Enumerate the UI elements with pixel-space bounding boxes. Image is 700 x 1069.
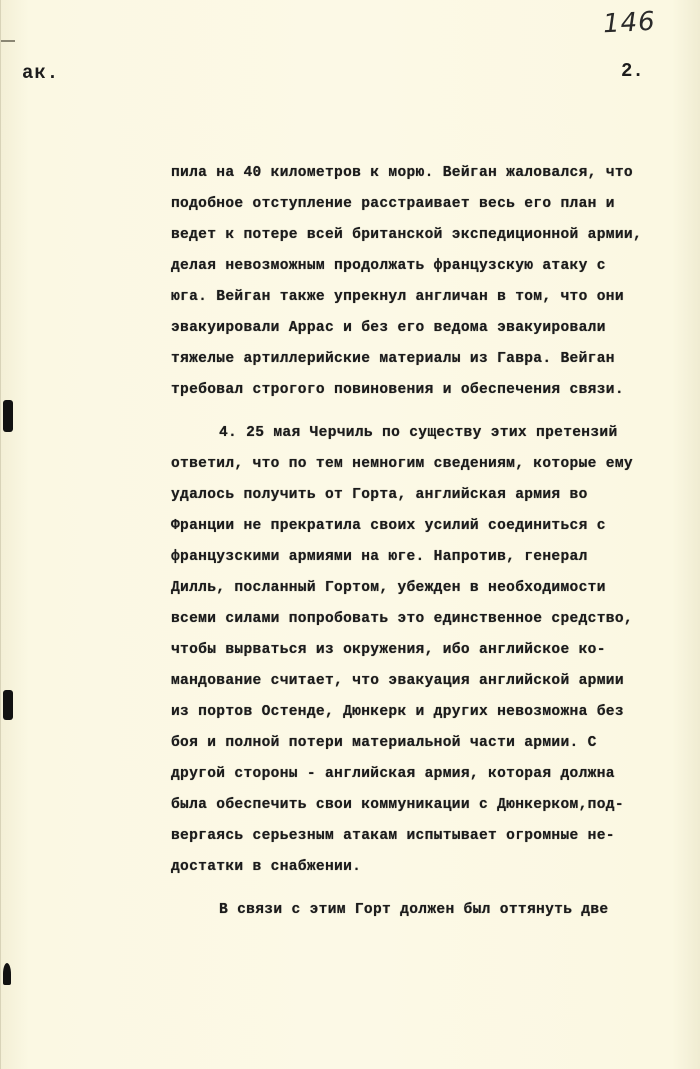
text-line: всеми силами попробовать это единственное средство, [171, 611, 633, 627]
page-number: 2. [621, 60, 644, 82]
text-line: тяжелые артиллерийские материалы из Гавра. Вейган [171, 351, 615, 367]
text-line: Франции не прекратила своих усилий соединиться с [171, 518, 606, 534]
text-line: чтобы вырваться из окружения, ибо английское ко- [171, 642, 606, 658]
margin-ink-mark [3, 400, 13, 432]
folio-number: 146 [602, 6, 657, 40]
text-line: В связи с этим Горт должен был оттянуть две [219, 902, 609, 918]
text-line: была обеспечить свои коммуникации с Дюнкерком,под- [171, 797, 624, 813]
text-line: пила на 40 километров к морю. Вейган жаловался, что [171, 165, 633, 181]
text-line: эвакуировали Аррас и без его ведома эвакуировали [171, 320, 606, 336]
text-line: делая невозможным продолжать французскую атаку с [171, 258, 606, 274]
header-abbreviation: ак. [22, 62, 60, 84]
margin-tick [1, 40, 15, 42]
text-line: Дилль, посланный Гортом, убежден в необходимости [171, 580, 606, 596]
text-line: подобное отступление расстраивает весь его план и [171, 196, 615, 212]
text-line: боя и полной потери материальной части армии. С [171, 735, 597, 751]
text-line: 4. 25 мая Черчиль по существу этих претензий [219, 425, 618, 441]
text-line: другой стороны - английская армия, которая должна [171, 766, 615, 782]
text-line: удалось получить от Горта, английская армия во [171, 487, 588, 503]
text-line: из портов Остенде, Дюнкерк и других невозможна без [171, 704, 624, 720]
typewritten-body [171, 158, 671, 926]
text-line: мандование считает, что эвакуация английской армии [171, 673, 624, 689]
text-line: юга. Вейган также упрекнул англичан в том, что они [171, 289, 624, 305]
text-line: французскими армиями на юге. Напротив, генерал [171, 549, 588, 565]
margin-ink-mark [3, 690, 13, 720]
text-line: достатки в снабжении. [171, 859, 362, 875]
text-line: требовал строгого повиновения и обеспечения связи. [171, 382, 624, 398]
text-line: вергаясь серьезным атакам испытывает огромные не- [171, 828, 615, 844]
margin-ink-mark [3, 963, 11, 985]
text-line: ответил, что по тем немногим сведениям, которые ему [171, 456, 633, 472]
text-line: ведет к потере всей британской экспедиционной армии, [171, 227, 642, 243]
